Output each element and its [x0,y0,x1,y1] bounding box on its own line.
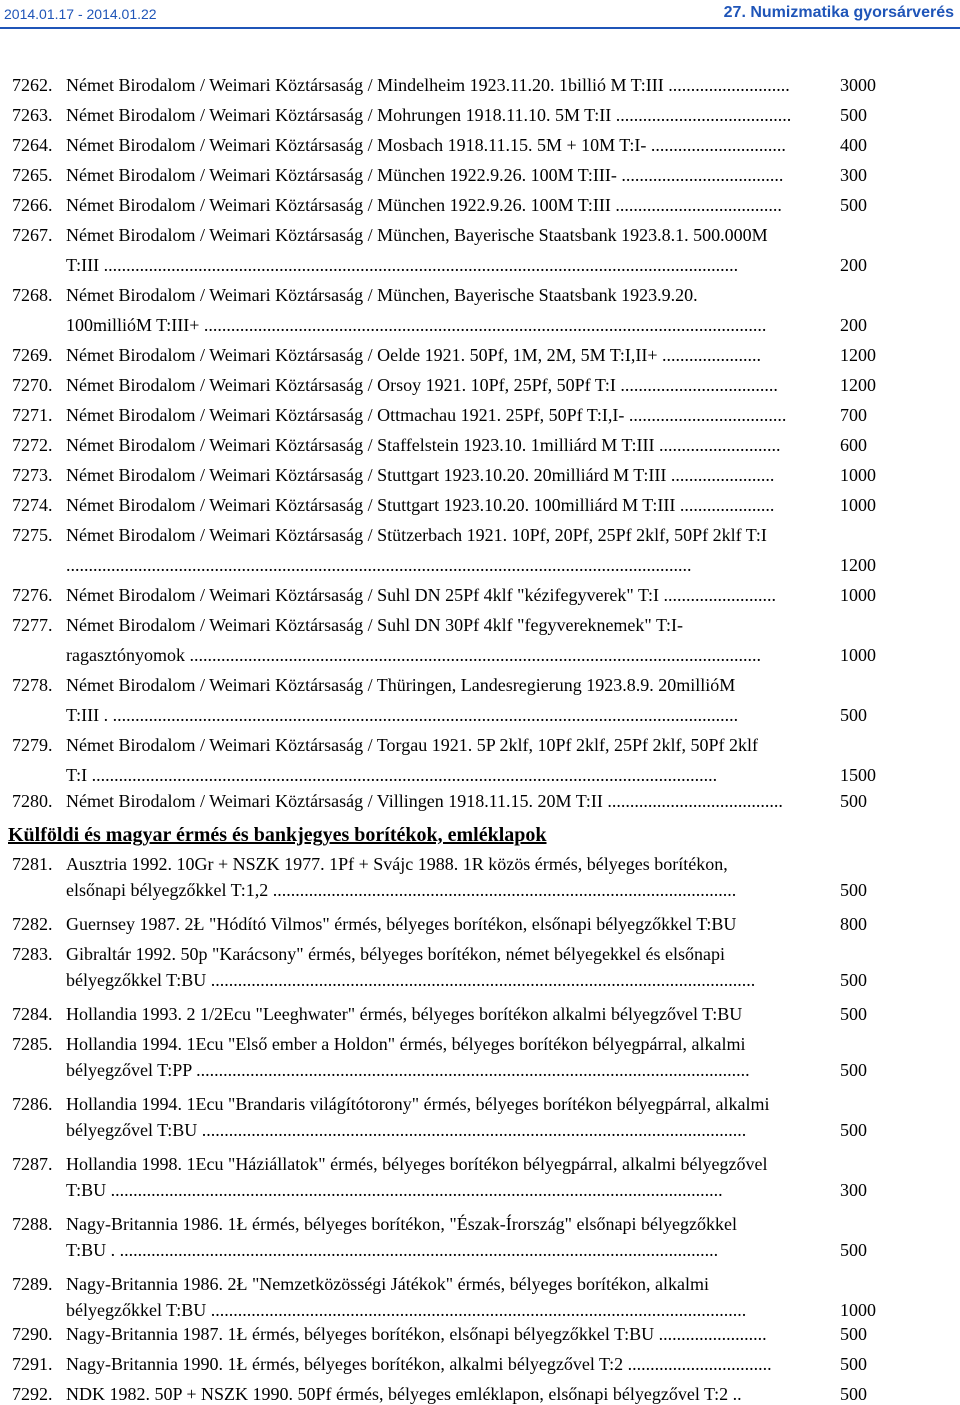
lot-number: 7278. [12,675,53,695]
auction-title: 27. Numizmatika gyorsárverés [723,4,954,21]
lot-description: Guernsey 1987. 2Ł "Hódító Vilmos" érmés, bélyeges borítékon, elsőnapi bélyegzőkkel T:BU [66,914,737,934]
lot-price: 200 [840,315,867,335]
lot-number: 7273. [12,465,53,485]
lot-description: Német Birodalom / Weimari Köztársaság / München, Bayerische Staatsbank 1923.9.20. [66,285,698,305]
lot-description: elsőnapi bélyegzőkkel T:1,2 ....................................................................................................... [66,880,737,900]
lot-description: bélyegzőkkel T:BU ....................................................................................................................... [66,1300,747,1320]
lot-description: Német Birodalom / Weimari Köztársaság / Stuttgart 1923.10.20. 20milliárd M T:III ....................... [66,465,775,485]
lot-number: 7282. [12,914,53,934]
lot-description: Nagy-Britannia 1986. 1Ł érmés, bélyeges borítékon, "Észak-Írország" elsőnapi bélyegzőkkel [66,1214,737,1234]
lot-price: 1000 [840,645,876,665]
lot-number: 7286. [12,1094,53,1114]
lot-price: 1000 [840,495,876,515]
lot-price: 500 [840,105,867,125]
lot-price: 500 [840,880,867,900]
lot-price: 500 [840,1354,867,1374]
lot-description: Ausztria 1992. 10Gr + NSZK 1977. 1Pf + Svájc 1988. 1R közös érmés, bélyeges borítékon, [66,854,728,874]
lot-number: 7265. [12,165,53,185]
lot-number: 7267. [12,225,53,245]
lot-price: 400 [840,135,867,155]
lot-description: Hollandia 1994. 1Ecu "Brandaris világítótorony" érmés, bélyeges borítékon bélyegpárral, alkalmi [66,1094,770,1114]
lot-number: 7291. [12,1354,53,1374]
lot-price: 800 [840,914,867,934]
lot-number: 7280. [12,791,53,811]
lot-description: Hollandia 1993. 2 1/2Ecu "Leeghwater" érmés, bélyeges borítékon alkalmi bélyegzővel T:BU [66,1004,743,1024]
lot-number: 7287. [12,1154,53,1174]
lot-number: 7275. [12,525,53,545]
lot-description: T:I ........................................................................................................................................... [66,765,718,785]
lot-price: 300 [840,165,867,185]
lot-description: Német Birodalom / Weimari Köztársaság / Oelde 1921. 50Pf, 1M, 2M, 5M T:I,II+ ...................... [66,345,762,365]
lot-description: bélyegzővel T:PP ........................................................................................................................... [66,1060,750,1080]
lot-price: 3000 [840,75,876,95]
lot-price: 500 [840,1240,867,1260]
lot-description: ........................................................................................................................................... [66,555,692,575]
lot-number: 7272. [12,435,53,455]
lot-price: 500 [840,1120,867,1140]
lot-description: Nagy-Britannia 1987. 1Ł érmés, bélyeges borítékon, elsőnapi bélyegzőkkel T:BU ........................ [66,1324,767,1344]
lot-description: Német Birodalom / Weimari Köztársaság / Suhl DN 30Pf 4klf "fegyvereknemek" T:I- [66,615,684,635]
lot-description: Nagy-Britannia 1986. 2Ł "Nemzetközösségi Játékok" érmés, bélyeges borítékon, alkalmi [66,1274,710,1294]
lot-description: bélyegzővel T:BU ......................................................................................................................... [66,1120,747,1140]
lot-number: 7281. [12,854,53,874]
lot-description: Német Birodalom / Weimari Köztársaság / Thüringen, Landesregierung 1923.8.9. 20millióM [66,675,736,695]
lot-description: 100millióM T:III+ ............................................................................................................................. [66,315,767,335]
lot-description: Német Birodalom / Weimari Köztársaság / Villingen 1918.11.15. 20M T:II ....................................... [66,791,783,811]
lot-number: 7274. [12,495,53,515]
lot-price: 500 [840,1384,867,1404]
lot-description: Német Birodalom / Weimari Köztársaság / Mohrungen 1918.11.10. 5M T:II ....................................... [66,105,792,125]
lot-description: Német Birodalom / Weimari Köztársaság / München 1922.9.26. 100M T:III ..................................... [66,195,782,215]
lot-number: 7269. [12,345,53,365]
lot-number: 7279. [12,735,53,755]
lot-number: 7268. [12,285,53,305]
lot-description: Német Birodalom / Weimari Köztársaság / Ottmachau 1921. 25Pf, 50Pf T:I,I- ................................... [66,405,787,425]
lot-number: 7264. [12,135,53,155]
lot-number: 7266. [12,195,53,215]
lot-description: Gibraltár 1992. 50p "Karácsony" érmés, bélyeges borítékon, német bélyegekkel és elsőnapi [66,944,725,964]
lot-price: 1200 [840,345,876,365]
lot-price: 700 [840,405,867,425]
lot-number: 7290. [12,1324,53,1344]
lot-price: 1200 [840,375,876,395]
lot-price: 1000 [840,465,876,485]
lot-number: 7292. [12,1384,53,1404]
lot-number: 7262. [12,75,53,95]
lot-price: 500 [840,1004,867,1024]
lot-price: 200 [840,255,867,275]
lot-number: 7283. [12,944,53,964]
lot-price: 600 [840,435,867,455]
lot-price: 1000 [840,1300,876,1320]
lot-number: 7270. [12,375,53,395]
lot-number: 7284. [12,1004,53,1024]
lot-price: 500 [840,1060,867,1080]
lot-number: 7277. [12,615,53,635]
lot-number: 7285. [12,1034,53,1054]
lot-description: Német Birodalom / Weimari Köztársaság / Torgau 1921. 5P 2klf, 10Pf 2klf, 25Pf 2klf, 50Pf 2klf [66,735,759,755]
lot-number: 7289. [12,1274,53,1294]
lot-price: 1200 [840,555,876,575]
lot-price: 300 [840,1180,867,1200]
section-title: Külföldi és magyar érmés és bankjegyes borítékok, emléklapok [8,824,547,846]
lot-description: Német Birodalom / Weimari Köztársaság / Stuttgart 1923.10.20. 100milliárd M T:III ..................... [66,495,775,515]
lot-price: 500 [840,195,867,215]
lot-number: 7276. [12,585,53,605]
lot-description: Német Birodalom / Weimari Köztársaság / Stützerbach 1921. 10Pf, 20Pf, 25Pf 2klf, 50Pf 2klf T:I [66,525,767,545]
lot-description: Német Birodalom / Weimari Köztársaság / München, Bayerische Staatsbank 1923.8.1. 500.000M [66,225,768,245]
lot-price: 500 [840,705,867,725]
lot-description: Német Birodalom / Weimari Köztársaság / Staffelstein 1923.10. 1milliárd M T:III ........................... [66,435,781,455]
lot-number: 7271. [12,405,53,425]
lot-description: T:III ............................................................................................................................................. [66,255,739,275]
lot-description: T:III . ........................................................................................................................................... [66,705,739,725]
lot-price: 500 [840,970,867,990]
lot-description: Hollandia 1994. 1Ecu "Első ember a Holdon" érmés, bélyeges borítékon bélyegpárral, alkalmi [66,1034,746,1054]
lot-description: Nagy-Britannia 1990. 1Ł érmés, bélyeges borítékon, alkalmi bélyegzővel T:2 ................................ [66,1354,772,1374]
lot-number: 7288. [12,1214,53,1234]
lot-description: Német Birodalom / Weimari Köztársaság / Mindelheim 1923.11.20. 1billió M T:III ........................... [66,75,790,95]
lot-price: 1000 [840,585,876,605]
lot-price: 500 [840,791,867,811]
lot-description: bélyegzőkkel T:BU ......................................................................................................................... [66,970,756,990]
lot-number: 7263. [12,105,53,125]
lot-description: Német Birodalom / Weimari Köztársaság / Orsoy 1921. 10Pf, 25Pf, 50Pf T:I ................................... [66,375,778,395]
lot-description: Német Birodalom / Weimari Köztársaság / Suhl DN 25Pf 4klf "kézifegyverek" T:I ......................... [66,585,777,605]
lot-price: 500 [840,1324,867,1344]
lot-description: Hollandia 1998. 1Ecu "Háziállatok" érmés, bélyeges borítékon bélyegpárral, alkalmi bélyegzővel [66,1154,768,1174]
lot-description: Német Birodalom / Weimari Köztársaság / München 1922.9.26. 100M T:III- .................................... [66,165,784,185]
lot-description: ragasztónyomok ............................................................................................................................... [66,645,761,665]
lot-description: NDK 1982. 50P + NSZK 1990. 50Pf érmés, bélyeges emléklapon, elsőnapi bélyegzővel T:2 .. [66,1384,742,1404]
lot-description: T:BU ........................................................................................................................................ [66,1180,723,1200]
lot-description: T:BU . ..................................................................................................................................... [66,1240,719,1260]
auction-date-range: 2014.01.17 - 2014.01.22 [4,6,157,22]
lot-price: 1500 [840,765,876,785]
lot-description: Német Birodalom / Weimari Köztársaság / Mosbach 1918.11.15. 5M + 10M T:I- .............................. [66,135,786,155]
